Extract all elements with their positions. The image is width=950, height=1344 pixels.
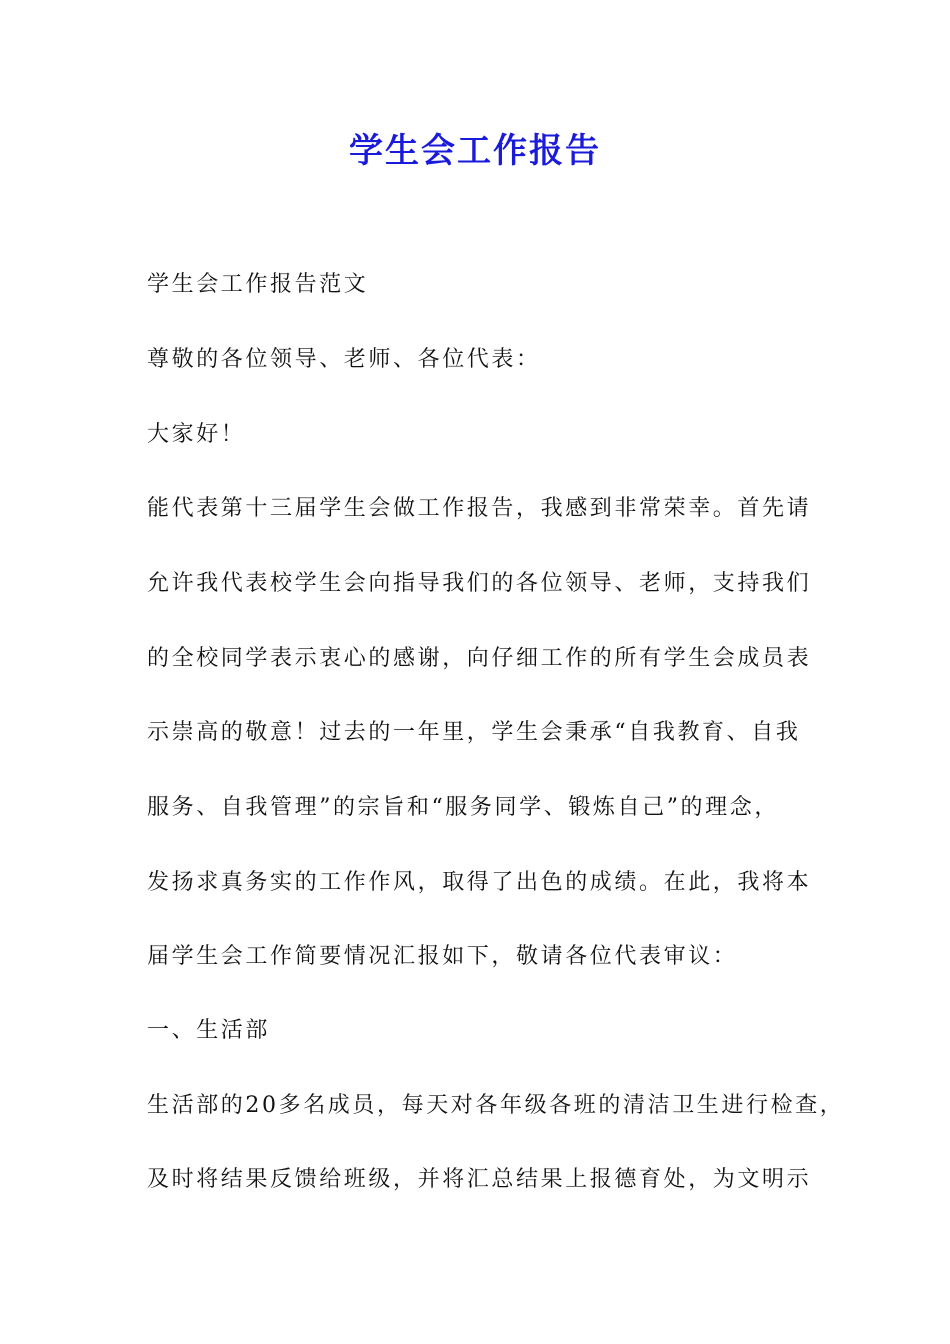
body-line: 示崇高的敬意！过去的一年里，学生会秉承“自我教育、自我 xyxy=(147,720,801,745)
body-line: 的全校同学表示衷心的感谢，向仔细工作的所有学生会成员表 xyxy=(147,646,812,671)
subtitle-line: 学生会工作报告范文 xyxy=(147,272,369,297)
body-line: 允许我代表校学生会向指导我们的各位领导、老师，支持我们 xyxy=(147,571,812,596)
body-line: 及时将结果反馈给班级，并将汇总结果上报德育处，为文明示 xyxy=(147,1167,812,1192)
greeting-line: 大家好！ xyxy=(147,422,246,447)
section-heading: 一、生活部 xyxy=(147,1018,271,1043)
body-line: 发扬求真务实的工作作风，取得了出色的成绩。在此，我将本 xyxy=(147,870,812,895)
body-line: 届学生会工作简要情况汇报如下，敬请各位代表审议： xyxy=(147,944,738,969)
body-line: 服务、自我管理”的宗旨和“服务同学、锻炼自己”的理念， xyxy=(147,795,779,820)
document-title: 学生会工作报告 xyxy=(349,131,601,171)
salutation-line: 尊敬的各位领导、老师、各位代表： xyxy=(147,347,541,372)
body-line: 能代表第十三届学生会做工作报告，我感到非常荣幸。首先请 xyxy=(147,496,812,521)
body-line: 生活部的20多名成员，每天对各年级各班的清洁卫生进行检查， xyxy=(147,1093,845,1118)
